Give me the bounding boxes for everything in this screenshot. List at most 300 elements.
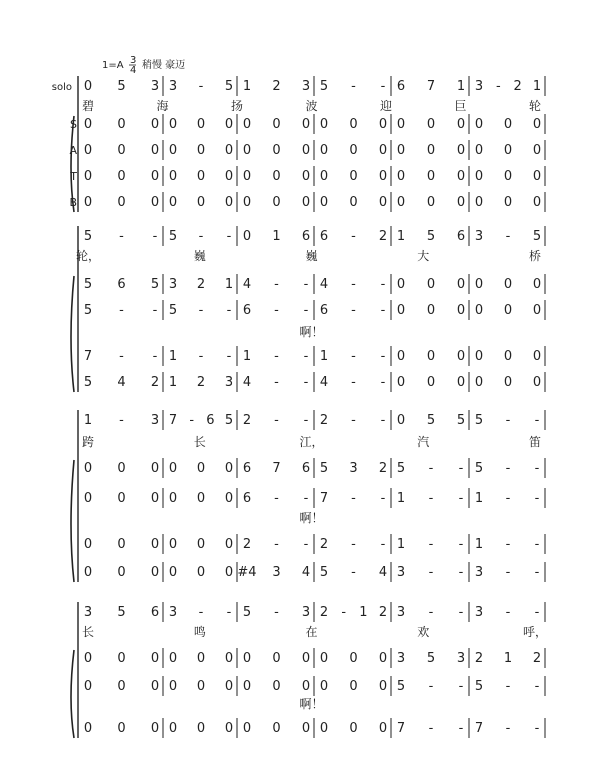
note: 0 bbox=[396, 117, 406, 132]
note: 0 bbox=[349, 117, 358, 132]
note: 0 bbox=[117, 491, 126, 506]
note: 3 bbox=[150, 79, 160, 94]
note: - bbox=[351, 277, 356, 292]
note: 3 bbox=[396, 565, 406, 580]
note: - bbox=[274, 303, 279, 318]
note: 2 bbox=[196, 375, 206, 390]
lyric: 欢 bbox=[417, 625, 430, 639]
note: 0 bbox=[117, 143, 126, 158]
note: 0 bbox=[83, 169, 93, 184]
note: 0 bbox=[150, 169, 160, 184]
note: 2 bbox=[319, 413, 329, 428]
note: 0 bbox=[378, 721, 388, 736]
note: 0 bbox=[349, 721, 358, 736]
note: 5 bbox=[474, 679, 484, 694]
note: 0 bbox=[378, 169, 388, 184]
note: - bbox=[341, 605, 347, 620]
note: 1 bbox=[474, 491, 484, 506]
note: - bbox=[351, 303, 356, 318]
note: 0 bbox=[83, 461, 93, 476]
note: 0 bbox=[196, 169, 206, 184]
note: 0 bbox=[456, 117, 466, 132]
note: - bbox=[534, 537, 540, 552]
note: 6 bbox=[150, 605, 160, 620]
note: - bbox=[458, 605, 464, 620]
note: 5 bbox=[117, 79, 126, 94]
note: 0 bbox=[301, 143, 311, 158]
note: 6 bbox=[301, 229, 311, 244]
note: - bbox=[274, 375, 279, 390]
note: 0 bbox=[168, 491, 178, 506]
note: 0 bbox=[224, 143, 234, 158]
note: 1 bbox=[474, 537, 484, 552]
note: 0 bbox=[503, 349, 513, 364]
note: 1 bbox=[224, 277, 234, 292]
note: 0 bbox=[426, 195, 436, 210]
note: - bbox=[380, 375, 386, 390]
note: 0 bbox=[532, 303, 542, 318]
note: - bbox=[226, 229, 232, 244]
lyric: 笛 bbox=[528, 435, 542, 449]
lyric: 扬 bbox=[230, 99, 244, 113]
lyric: 轮 bbox=[528, 99, 542, 113]
note: 0 bbox=[378, 117, 388, 132]
note: 0 bbox=[426, 277, 436, 292]
note: 6 bbox=[242, 461, 252, 476]
time-signature-bottom: 4 bbox=[130, 65, 137, 76]
note: 0 bbox=[378, 143, 388, 158]
note: - bbox=[351, 537, 356, 552]
note: 0 bbox=[196, 651, 206, 666]
note: - bbox=[226, 349, 232, 364]
note: 0 bbox=[83, 721, 93, 736]
lyric: 江， bbox=[299, 435, 324, 449]
tempo-marking: 稍慢 豪迈 bbox=[142, 60, 186, 71]
note: 2 bbox=[319, 605, 329, 620]
lyric: 啊！ bbox=[299, 325, 324, 339]
note: 5 bbox=[319, 565, 329, 580]
note: - bbox=[505, 461, 511, 476]
note: 3 bbox=[396, 605, 406, 620]
note: 0 bbox=[196, 143, 206, 158]
note: 0 bbox=[503, 195, 513, 210]
note: 3 bbox=[456, 651, 466, 666]
note: 0 bbox=[272, 195, 281, 210]
note: 5 bbox=[224, 79, 234, 94]
note: 0 bbox=[168, 721, 178, 736]
note: 0 bbox=[319, 195, 329, 210]
note: - bbox=[428, 491, 434, 506]
note: 5 bbox=[117, 605, 126, 620]
lyric: 跨 bbox=[81, 435, 95, 449]
note: 0 bbox=[196, 537, 206, 552]
note: 2 bbox=[196, 277, 206, 292]
note: 3 bbox=[168, 79, 178, 94]
note: 0 bbox=[503, 117, 513, 132]
note: - bbox=[152, 349, 158, 364]
note: 0 bbox=[378, 651, 388, 666]
note: - bbox=[534, 721, 540, 736]
lyric: 鸣 bbox=[193, 625, 206, 639]
note: 1 bbox=[359, 605, 368, 620]
note: 0 bbox=[474, 375, 484, 390]
note: 5 bbox=[150, 277, 160, 292]
note: 2 bbox=[378, 229, 388, 244]
note: 0 bbox=[83, 143, 93, 158]
note: 0 bbox=[83, 651, 93, 666]
note: - bbox=[119, 229, 124, 244]
note: 0 bbox=[150, 117, 160, 132]
note: - bbox=[428, 537, 434, 552]
note: 0 bbox=[168, 537, 178, 552]
note: 6 bbox=[117, 277, 126, 292]
note: 0 bbox=[168, 461, 178, 476]
note: - bbox=[198, 79, 204, 94]
note: - bbox=[534, 605, 540, 620]
note: - bbox=[505, 229, 511, 244]
note: - bbox=[380, 277, 386, 292]
score-system bbox=[71, 410, 545, 582]
note: 4 bbox=[242, 375, 252, 390]
note: 0 bbox=[224, 565, 234, 580]
lyric: 波 bbox=[305, 99, 318, 113]
note: 0 bbox=[474, 277, 484, 292]
note: - bbox=[428, 721, 434, 736]
note: 5 bbox=[474, 461, 484, 476]
note: 0 bbox=[503, 277, 513, 292]
note: 0 bbox=[272, 169, 281, 184]
note: 1 bbox=[242, 349, 252, 364]
note: 4 bbox=[301, 565, 311, 580]
note: 0 bbox=[83, 195, 93, 210]
note: 0 bbox=[474, 195, 484, 210]
note: - bbox=[198, 349, 204, 364]
note: 0 bbox=[83, 537, 93, 552]
note: - bbox=[534, 461, 540, 476]
note: 0 bbox=[150, 537, 160, 552]
note: - bbox=[458, 537, 464, 552]
note: 0 bbox=[319, 169, 329, 184]
lyric: 啊！ bbox=[299, 511, 324, 525]
note: 0 bbox=[396, 303, 406, 318]
note: 0 bbox=[426, 169, 436, 184]
note: 2 bbox=[242, 537, 252, 552]
note: 0 bbox=[196, 679, 206, 694]
note: 7 bbox=[272, 461, 281, 476]
note: - bbox=[303, 303, 309, 318]
note: 0 bbox=[196, 721, 206, 736]
note: 1 bbox=[456, 79, 466, 94]
note: 0 bbox=[319, 679, 329, 694]
note: - bbox=[303, 413, 309, 428]
note: - bbox=[458, 565, 464, 580]
note: - bbox=[458, 491, 464, 506]
note: - bbox=[351, 349, 356, 364]
note: 0 bbox=[456, 169, 466, 184]
note: 5 bbox=[83, 303, 93, 318]
note: - bbox=[274, 277, 279, 292]
note: 0 bbox=[396, 413, 406, 428]
note: 0 bbox=[532, 349, 542, 364]
note: - bbox=[428, 565, 434, 580]
lyric: 呼， bbox=[522, 625, 548, 639]
note: - bbox=[505, 721, 511, 736]
score-system bbox=[71, 602, 547, 738]
voice-label-a: A bbox=[69, 144, 77, 157]
note: 0 bbox=[150, 195, 160, 210]
note: 4 bbox=[319, 277, 329, 292]
note: - bbox=[351, 413, 356, 428]
note: 3 bbox=[349, 461, 358, 476]
note: 2 bbox=[242, 413, 252, 428]
note: - bbox=[274, 413, 279, 428]
note: - bbox=[458, 721, 464, 736]
note: - bbox=[534, 491, 540, 506]
note: 0 bbox=[456, 195, 466, 210]
note: 5 bbox=[319, 461, 329, 476]
note: - bbox=[198, 605, 204, 620]
note: 3 bbox=[168, 605, 178, 620]
note: 3 bbox=[474, 565, 484, 580]
note: 0 bbox=[224, 721, 234, 736]
note: 5 bbox=[532, 229, 542, 244]
note: 0 bbox=[117, 651, 126, 666]
note: 1 bbox=[532, 79, 542, 94]
note: 6 bbox=[242, 491, 252, 506]
note: - bbox=[274, 491, 279, 506]
note: 5 bbox=[224, 413, 234, 428]
lyric: 汽 bbox=[417, 435, 430, 449]
note: 3 bbox=[396, 651, 406, 666]
note: 2 bbox=[474, 651, 484, 666]
note: 0 bbox=[83, 491, 93, 506]
note: 0 bbox=[224, 679, 234, 694]
note: 0 bbox=[503, 143, 513, 158]
note: 0 bbox=[272, 143, 281, 158]
lyric: 轮， bbox=[75, 249, 101, 263]
note: 3 bbox=[168, 277, 178, 292]
note: 0 bbox=[224, 169, 234, 184]
note: 0 bbox=[196, 195, 206, 210]
note: 7 bbox=[168, 413, 178, 428]
voice-label-solo: solo bbox=[51, 82, 72, 93]
note: 2 bbox=[532, 651, 542, 666]
note: 0 bbox=[150, 721, 160, 736]
note: 0 bbox=[83, 565, 93, 580]
note: 0 bbox=[150, 651, 160, 666]
note: 5 bbox=[426, 413, 436, 428]
note: 0 bbox=[396, 143, 406, 158]
lyric: 碧 bbox=[81, 99, 95, 113]
note: - bbox=[505, 413, 511, 428]
note: 0 bbox=[117, 537, 126, 552]
lyric: 大 bbox=[417, 249, 430, 263]
note: 4 bbox=[242, 277, 252, 292]
note: 0 bbox=[301, 117, 311, 132]
note: 1 bbox=[168, 375, 178, 390]
note: 0 bbox=[224, 461, 234, 476]
note: - bbox=[458, 679, 464, 694]
note: 5 bbox=[426, 229, 436, 244]
note: 6 bbox=[242, 303, 252, 318]
choir-brace bbox=[71, 650, 74, 738]
note: 0 bbox=[150, 565, 160, 580]
note: 0 bbox=[117, 679, 126, 694]
note: - bbox=[226, 605, 232, 620]
note: - bbox=[303, 375, 309, 390]
note: - bbox=[119, 349, 124, 364]
note: 4 bbox=[319, 375, 329, 390]
note: 0 bbox=[242, 143, 252, 158]
note: - bbox=[152, 229, 158, 244]
note: 0 bbox=[117, 195, 126, 210]
note: 0 bbox=[456, 303, 466, 318]
note: 0 bbox=[196, 491, 206, 506]
note: 0 bbox=[396, 195, 406, 210]
note: 0 bbox=[396, 169, 406, 184]
note: 2 bbox=[378, 461, 388, 476]
note: 6 bbox=[319, 303, 329, 318]
note: 0 bbox=[532, 169, 542, 184]
note: 0 bbox=[168, 651, 178, 666]
note: 1 bbox=[396, 537, 406, 552]
note: 0 bbox=[272, 679, 281, 694]
note: 3 bbox=[150, 413, 160, 428]
note: 0 bbox=[426, 375, 436, 390]
note: - bbox=[226, 303, 232, 318]
note: 0 bbox=[242, 195, 252, 210]
note: 0 bbox=[349, 679, 358, 694]
note: 0 bbox=[319, 117, 329, 132]
note: - bbox=[505, 491, 511, 506]
note: - bbox=[274, 349, 279, 364]
note: - bbox=[534, 679, 540, 694]
note: 5 bbox=[242, 605, 252, 620]
note: 0 bbox=[196, 117, 206, 132]
note: - bbox=[428, 679, 434, 694]
note: 1 bbox=[272, 229, 281, 244]
note: 1 bbox=[396, 229, 406, 244]
note: 0 bbox=[474, 303, 484, 318]
note: 0 bbox=[319, 651, 329, 666]
note: 5 bbox=[83, 277, 93, 292]
voice-label-b: B bbox=[69, 196, 77, 209]
note: 0 bbox=[242, 169, 252, 184]
note: 0 bbox=[272, 721, 281, 736]
score-system bbox=[52, 76, 545, 212]
note: - bbox=[380, 413, 386, 428]
note: 0 bbox=[301, 169, 311, 184]
note: - bbox=[505, 537, 511, 552]
lyric: 长 bbox=[193, 435, 206, 449]
lyric: 在 bbox=[305, 625, 318, 639]
note: 1 bbox=[242, 79, 252, 94]
note: 3 bbox=[224, 375, 234, 390]
note: - bbox=[458, 461, 464, 476]
note: - bbox=[351, 565, 356, 580]
note: 5 bbox=[168, 303, 178, 318]
note: 5 bbox=[456, 413, 466, 428]
note: 0 bbox=[83, 679, 93, 694]
note: 6 bbox=[396, 79, 406, 94]
note: 3 bbox=[474, 229, 484, 244]
choir-brace bbox=[71, 460, 74, 582]
note: 6 bbox=[319, 229, 329, 244]
note: 0 bbox=[319, 143, 329, 158]
note: 0 bbox=[150, 491, 160, 506]
note: 5 bbox=[396, 461, 406, 476]
lyric: 巍 bbox=[305, 249, 318, 263]
note: 5 bbox=[83, 375, 93, 390]
note: 7 bbox=[396, 721, 406, 736]
note: 0 bbox=[83, 117, 93, 132]
note: #4 bbox=[237, 565, 257, 580]
note: 0 bbox=[378, 679, 388, 694]
note: - bbox=[274, 605, 279, 620]
voice-label-s: S bbox=[70, 118, 77, 131]
note: - bbox=[351, 491, 356, 506]
note: - bbox=[505, 605, 511, 620]
note: - bbox=[495, 79, 501, 94]
note: 0 bbox=[196, 461, 206, 476]
note: 0 bbox=[301, 651, 311, 666]
note: 6 bbox=[206, 413, 215, 428]
note: 6 bbox=[301, 461, 311, 476]
note: 3 bbox=[301, 79, 311, 94]
note: 0 bbox=[168, 565, 178, 580]
note: 0 bbox=[242, 679, 252, 694]
note: 7 bbox=[83, 349, 93, 364]
note: 0 bbox=[426, 303, 436, 318]
key-signature: 1=A bbox=[102, 60, 124, 71]
note: 1 bbox=[83, 413, 93, 428]
note: 0 bbox=[456, 143, 466, 158]
note: 0 bbox=[150, 143, 160, 158]
score-system bbox=[71, 226, 545, 392]
note: - bbox=[534, 413, 540, 428]
note: - bbox=[380, 491, 386, 506]
note: 0 bbox=[396, 375, 406, 390]
note: 2 bbox=[272, 79, 281, 94]
note: 0 bbox=[426, 143, 436, 158]
note: - bbox=[380, 349, 386, 364]
note: - bbox=[303, 537, 309, 552]
note: 0 bbox=[117, 117, 126, 132]
note: 0 bbox=[349, 169, 358, 184]
choir-brace bbox=[71, 276, 74, 392]
note: 3 bbox=[474, 605, 484, 620]
note: 2 bbox=[150, 375, 160, 390]
note: 0 bbox=[150, 461, 160, 476]
note: 5 bbox=[474, 413, 484, 428]
note: - bbox=[189, 413, 195, 428]
time-signature-top: 3 bbox=[130, 55, 137, 66]
note: - bbox=[351, 229, 356, 244]
note: 1 bbox=[503, 651, 513, 666]
note: 0 bbox=[242, 721, 252, 736]
note: - bbox=[380, 79, 386, 94]
note: 0 bbox=[224, 491, 234, 506]
note: 0 bbox=[117, 565, 126, 580]
note: 0 bbox=[272, 651, 281, 666]
note: 0 bbox=[349, 651, 358, 666]
voice-label-t: T bbox=[70, 170, 77, 183]
note: 0 bbox=[168, 143, 178, 158]
score-header bbox=[102, 55, 185, 76]
note: 0 bbox=[503, 375, 513, 390]
note: - bbox=[380, 537, 386, 552]
lyric: 桥 bbox=[528, 249, 542, 263]
